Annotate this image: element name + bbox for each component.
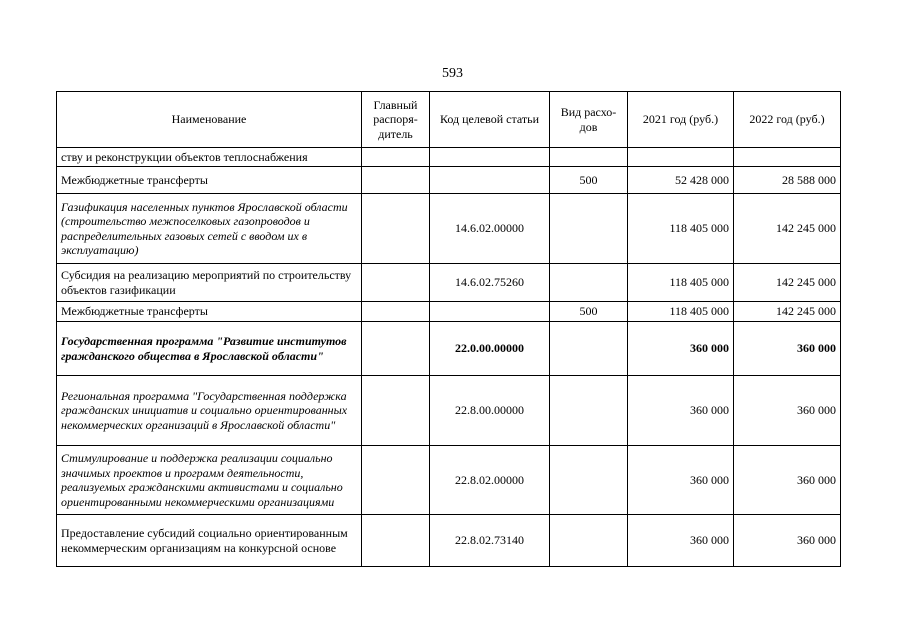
row-code [430, 148, 550, 167]
row-admin [362, 322, 430, 376]
row-expense-type [550, 322, 628, 376]
table-row [57, 264, 841, 302]
row-code: 22.0.00.00000 [430, 322, 550, 376]
row-expense-type [550, 148, 628, 167]
row-2021: 360 000 [628, 376, 734, 446]
row-2021: 118 405 000 [628, 264, 734, 302]
row-name: Региональная программа "Государственная поддержка гражданских инициатив и социально ориентированных некоммерческих организаций в Ярославской области" [57, 376, 362, 446]
row-2022: 360 000 [734, 376, 841, 446]
row-2022 [734, 148, 841, 167]
row-name: Государственная программа "Развитие институтов гражданского общества в Ярославской области" [57, 322, 362, 376]
row-name: Субсидия на реализацию мероприятий по строительству объектов газификации [57, 264, 362, 302]
row-name: Предоставление субсидий социально ориентированным некоммерческим организациям на конкурсной основе [57, 515, 362, 567]
header-name: Наименование [57, 92, 362, 148]
table-row [57, 322, 841, 376]
row-code: 22.8.02.73140 [430, 515, 550, 567]
row-name: Межбюджетные трансферты [57, 167, 362, 194]
row-code [430, 167, 550, 194]
row-2021: 52 428 000 [628, 167, 734, 194]
page-number: 593 [442, 66, 463, 81]
table-row [57, 167, 841, 194]
table-row [57, 148, 841, 167]
row-2021: 360 000 [628, 515, 734, 567]
row-name: Стимулирование и поддержка реализации социально значимых проектов и программ деятельности, реализуемых гражданскими активистами и социально ориентированными некоммерческими организациями [57, 446, 362, 515]
row-expense-type [550, 376, 628, 446]
header-admin: Главный распоря-дитель [362, 92, 430, 148]
row-2021: 360 000 [628, 322, 734, 376]
row-admin [362, 148, 430, 167]
row-expense-type: 500 [550, 167, 628, 194]
row-name: Газификация населенных пунктов Ярославской области (строительство межпоселковых газопроводов и распределительных газовых сетей с вводом их в эксплуатацию) [57, 194, 362, 264]
table-row [57, 515, 841, 567]
row-2021: 360 000 [628, 446, 734, 515]
row-admin [362, 302, 430, 322]
row-2021: 118 405 000 [628, 194, 734, 264]
row-2021: 118 405 000 [628, 302, 734, 322]
row-2022: 360 000 [734, 322, 841, 376]
row-expense-type [550, 194, 628, 264]
header-2022: 2022 год (руб.) [734, 92, 841, 148]
header-expense-type: Вид расхо-дов [550, 92, 628, 148]
row-code [430, 302, 550, 322]
table-row [57, 302, 841, 322]
row-code: 22.8.00.00000 [430, 376, 550, 446]
budget-table [56, 91, 841, 567]
header-code: Код целевой статьи [430, 92, 550, 148]
row-code: 14.6.02.00000 [430, 194, 550, 264]
row-admin [362, 446, 430, 515]
row-expense-type [550, 515, 628, 567]
row-admin [362, 167, 430, 194]
row-code: 22.8.02.00000 [430, 446, 550, 515]
row-name: Межбюджетные трансферты [57, 302, 362, 322]
row-expense-type [550, 446, 628, 515]
row-admin [362, 194, 430, 264]
row-2022: 142 245 000 [734, 302, 841, 322]
table-row [57, 446, 841, 515]
row-code: 14.6.02.75260 [430, 264, 550, 302]
row-expense-type: 500 [550, 302, 628, 322]
table-header-row [57, 92, 841, 148]
row-2022: 28 588 000 [734, 167, 841, 194]
row-2021 [628, 148, 734, 167]
header-2021: 2021 год (руб.) [628, 92, 734, 148]
row-admin [362, 515, 430, 567]
row-admin [362, 376, 430, 446]
row-2022: 360 000 [734, 515, 841, 567]
table-row [57, 376, 841, 446]
row-2022: 142 245 000 [734, 264, 841, 302]
table-row [57, 194, 841, 264]
row-2022: 360 000 [734, 446, 841, 515]
row-2022: 142 245 000 [734, 194, 841, 264]
row-name: ству и реконструкции объектов теплоснабжения [57, 148, 362, 167]
row-expense-type [550, 264, 628, 302]
row-admin [362, 264, 430, 302]
